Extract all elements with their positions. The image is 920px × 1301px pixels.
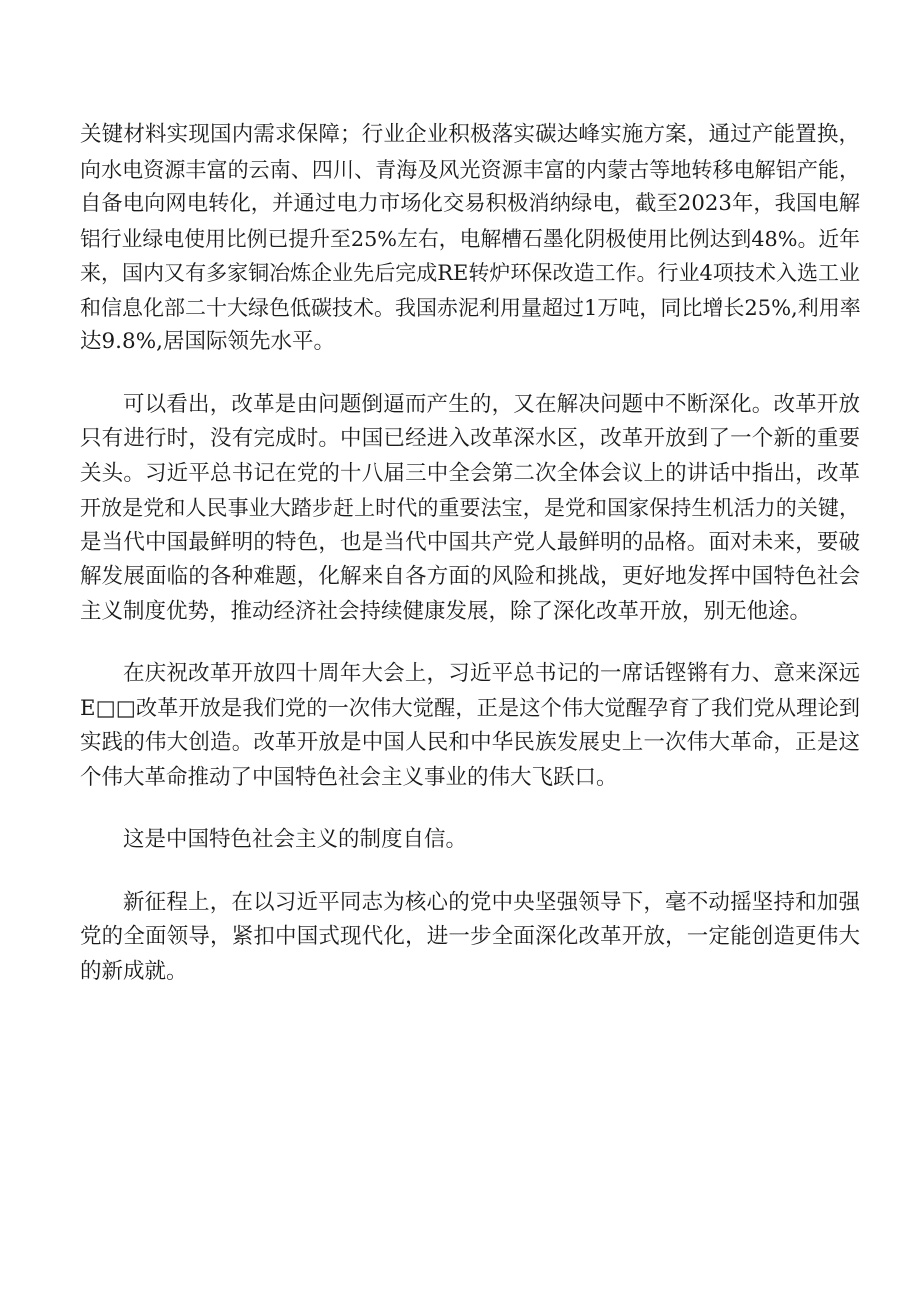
text-line: 可以看出，改革是由问题倒逼而产生的，又在解决问题中不断深化。改革开放 bbox=[123, 391, 860, 417]
text-line: 的新成就。 bbox=[80, 958, 188, 984]
text-line: 只有进行时，没有完成时。中国已经进入改革深水区，改革开放到了一个新的重要 bbox=[80, 426, 860, 451]
text-line: 来，国内又有多家铜冶炼企业先后完成RE转炉环保改造工作。行业4项技术入选工业 bbox=[80, 261, 860, 285]
paragraph-2 bbox=[80, 388, 860, 630]
text-line: 自备电向网电转化，并通过电力市场化交易积极消纳绿电，截至2023年，我国电解 bbox=[80, 191, 860, 216]
text-line: E□□改革开放是我们党的一次伟大觉醒，正是这个伟大觉醒孕育了我们党从理论到 bbox=[80, 695, 860, 721]
text-line: 个伟大革命推动了中国特色社会主义事业的伟大飞跃口。 bbox=[80, 764, 618, 790]
text-line: 和信息化部二十大绿色低碳技术。我国赤泥利用量超过1万吨，同比增长25%,利用率 bbox=[80, 295, 861, 320]
paragraph-3 bbox=[80, 657, 860, 795]
text-line: 是当代中国最鲜明的特色，也是当代中国共产党人最鲜明的品格。面对未来，要破 bbox=[80, 529, 860, 555]
text-line: 党的全面领导，紧扣中国式现代化，进一步全面深化改革开放，一定能创造更伟大 bbox=[80, 924, 860, 949]
text-line: 铝行业绿电使用比例已提升至25%左右，电解槽石墨化阴极使用比例达到48%。近年 bbox=[80, 226, 860, 251]
text-line: 实践的伟大创造。改革开放是中国人民和中华民族发展史上一次伟大革命，正是这 bbox=[80, 730, 860, 755]
text-line: 关键材料实现国内需求保障；行业企业积极落实碳达峰实施方案，通过产能置换， bbox=[80, 122, 860, 147]
text-line: 向水电资源丰富的云南、四川、青海及风光资源丰富的内蒙古等地转移电解铝产能， bbox=[80, 157, 860, 182]
text-line: 开放是党和人民事业大踏步赶上时代的重要法宝，是党和国家保持生机活力的关键， bbox=[80, 496, 860, 520]
text-line: 关头。习近平总书记在党的十八届三中全会第二次全体会议上的讲话中指出，改革 bbox=[80, 460, 860, 486]
paragraph-1 bbox=[80, 118, 860, 360]
text-line: 达9.8%,居国际领先水平。 bbox=[80, 329, 335, 354]
text-line: 这是中国特色社会主义的制度自信。 bbox=[123, 827, 468, 852]
document-body bbox=[80, 118, 860, 1017]
paragraph-4 bbox=[80, 823, 860, 858]
text-line: 解发展面临的各种难题，化解来自各方面的风险和挑战，更好地发挥中国特色社会 bbox=[80, 564, 860, 589]
text-line: 新征程上，在以习近平同志为核心的党中央坚强领导下，毫不动摇坚持和加强 bbox=[123, 889, 860, 915]
text-line: 主义制度优势，推动经济社会持续健康发展，除了深化改革开放，别无他途。 bbox=[80, 598, 812, 624]
text-line: 在庆祝改革开放四十周年大会上，习近平总书记的一席话铿锵有力、意来深远 bbox=[123, 661, 860, 686]
paragraph-5 bbox=[80, 886, 860, 990]
